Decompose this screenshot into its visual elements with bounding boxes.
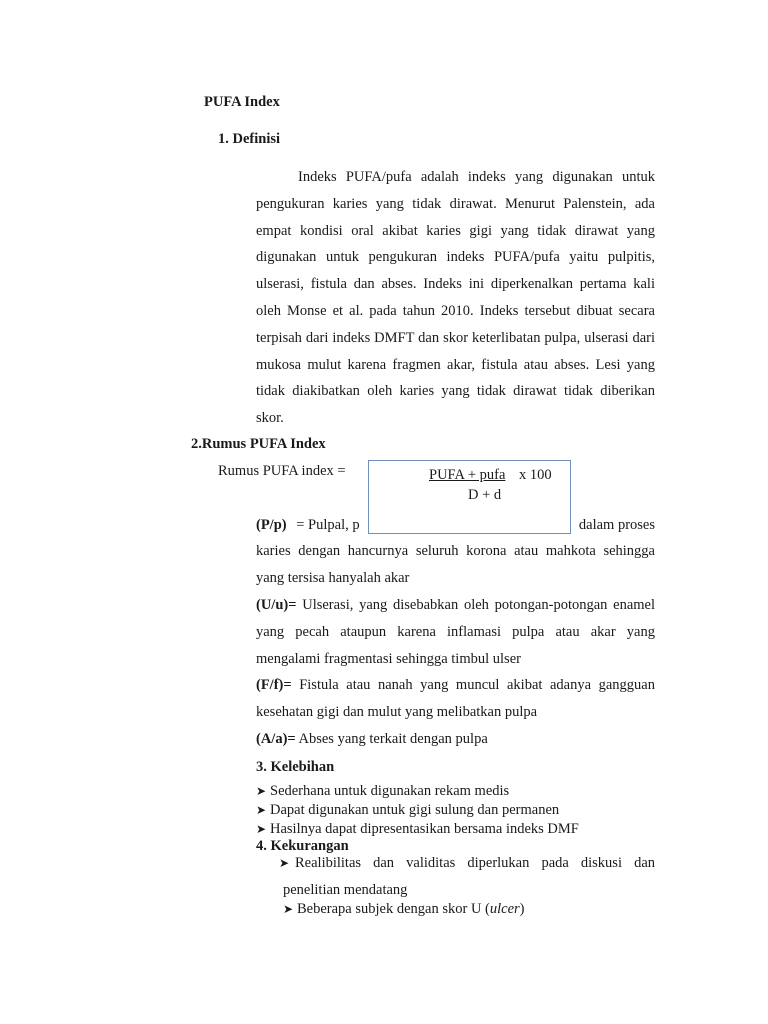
code-f: (F/f)= xyxy=(256,677,292,693)
kekurangan-item xyxy=(283,901,525,918)
kelebihan-item xyxy=(256,783,509,800)
code-p: (P/p) xyxy=(256,517,287,533)
kelebihan-item xyxy=(256,821,579,838)
arrowhead-bullet-icon: ➤ xyxy=(256,822,267,836)
kekurangan-close: ) xyxy=(519,901,525,917)
fistula-item xyxy=(256,672,655,726)
arrowhead-bullet-icon: ➤ xyxy=(256,803,267,817)
section-heading-kelebihan: 3. Kelebihan xyxy=(256,759,335,775)
abses-item xyxy=(256,726,655,753)
ulserasi-text: Ulserasi, yang disebabkan oleh potongan-potongan enamel yang pecah ataupun karena inflamasi pulpa atau akar yang mengalami fragmentasi sehingga timbul ulser xyxy=(256,597,656,667)
pulpal-text-a: = Pulpal, p xyxy=(296,517,360,533)
arrowhead-bullet-icon: ➤ xyxy=(283,902,294,916)
formula-box xyxy=(368,460,571,534)
kelebihan-text: Dapat digunakan untuk gigi sulung dan permanen xyxy=(270,802,560,818)
pulpal-text-b: dalam proses xyxy=(578,517,655,533)
formula-numerator: PUFA + pufa xyxy=(429,467,506,483)
kelebihan-item xyxy=(256,802,559,819)
abses-text: Abses yang terkait dengan pulpa xyxy=(298,731,488,747)
ulserasi-item xyxy=(256,592,655,672)
section-heading-rumus: 2.Rumus PUFA Index xyxy=(191,436,326,452)
pulpal-text-rest: karies dengan hancurnya seluruh korona atau mahkota sehingga yang tersisa hanyalah akar xyxy=(256,543,655,586)
formula-denominator: D + d xyxy=(468,487,502,503)
ulcer-italic: ulcer xyxy=(489,901,520,917)
kekurangan-text: Realibilitas dan validitas diperlukan pada diskusi dan penelitian mendatang xyxy=(283,855,655,898)
pulpal-line-start xyxy=(256,517,360,534)
formula-multiplier: x 100 xyxy=(519,467,552,483)
section-heading-definisi: 1. Definisi xyxy=(218,131,281,147)
rumus-label: Rumus PUFA index = xyxy=(218,463,346,479)
fistula-text: Fistula atau nanah yang muncul akibat adanya gangguan kesehatan gigi dan mulut yang melibatkan pulpa xyxy=(256,677,655,720)
page-title: PUFA Index xyxy=(204,94,280,110)
code-u: (U/u)= xyxy=(256,597,297,613)
definisi-paragraph xyxy=(256,164,655,432)
kekurangan-text: Beberapa subjek dengan skor U ( xyxy=(297,901,490,917)
pulpal-continuation xyxy=(256,538,655,592)
arrowhead-bullet-icon: ➤ xyxy=(256,784,267,798)
kelebihan-text: Sederhana untuk digunakan rekam medis xyxy=(270,783,510,799)
kelebihan-text: Hasilnya dapat dipresentasikan bersama indeks DMF xyxy=(270,821,579,837)
arrowhead-bullet-icon: ➤ xyxy=(279,856,290,870)
definisi-text: Indeks PUFA/pufa adalah indeks yang digunakan untuk pengukuran karies yang tidak dirawat. Menurut Palenstein, ada empat kondisi oral akibat karies gigi yang tidak dirawat yang digunakan untuk pengukuran indeks PUFA/pufa yaitu pulpitis, ulserasi, fistula dan abses. Indeks ini diperkenalkan pertama kali oleh Monse et al. pada tahun 2010. Indeks tersebut dibuat secara terpisah dari indeks DMFT dan skor keterlibatan pulpa, ulserasi dari mukosa mulut karena fragmen akar, fistula atau abses. Lesi yang tidak diakibatkan oleh karies yang tidak dirawat tidak diberikan skor. xyxy=(256,169,655,427)
kekurangan-item xyxy=(279,850,655,904)
section-heading-kekurangan: 4. Kekurangan xyxy=(256,838,349,854)
code-a: (A/a)= xyxy=(256,731,296,747)
